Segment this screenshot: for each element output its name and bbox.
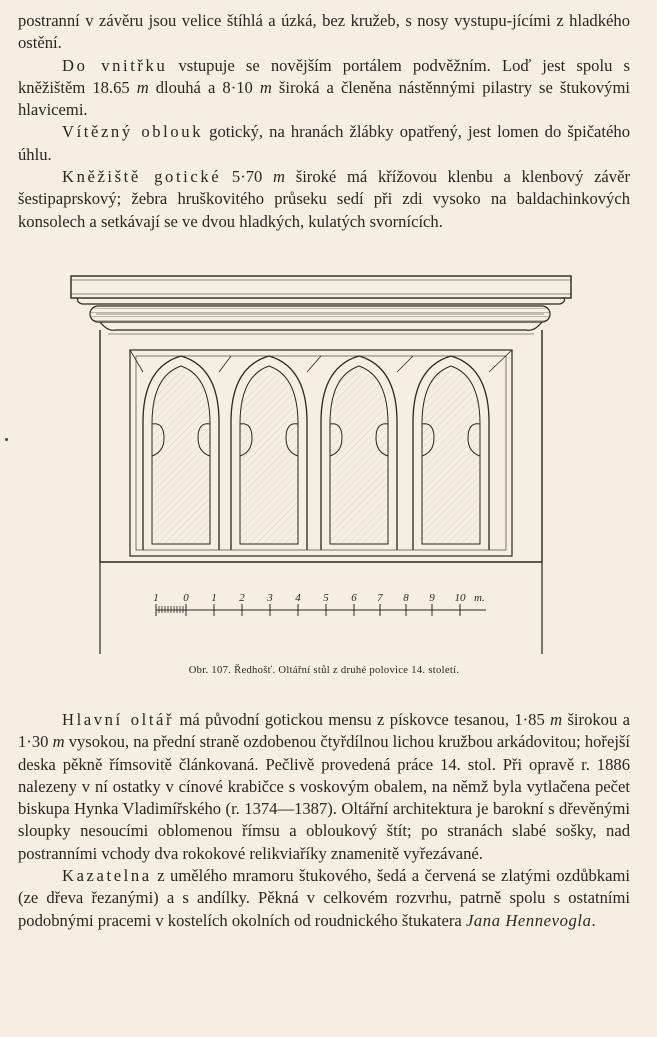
paragraph-main-altar-text-a: má původní gotickou mensu z pískovce tesanou, 1·85	[174, 710, 551, 729]
paragraph-interior	[18, 55, 630, 122]
scale-unit: m.	[474, 592, 485, 604]
paragraph-presbytery-text-a: 5·70	[221, 167, 274, 187]
altar-base	[100, 562, 542, 654]
paragraph-main-altar-lead: Hlavní oltář	[62, 710, 175, 729]
paragraph-triumphal-arch	[18, 121, 630, 166]
paragraph-1: postranní v závěru jsou velice štíhlá a úzká, bez kružeb, s nosy vystupu-jícími z hladkého ostění.	[18, 11, 630, 53]
top-text	[18, 10, 630, 233]
arch-1	[143, 356, 219, 550]
unit-m: m	[52, 732, 65, 752]
scale-labels	[153, 592, 484, 604]
scale-label: 8	[403, 592, 409, 604]
scale-label: 2	[239, 592, 245, 604]
paragraph-interior-lead: Do vnitřku	[62, 55, 168, 75]
paragraph-main-altar-text-b: širokou a 1·30	[18, 710, 630, 752]
paragraph-pulpit-text-a: z umělého mramoru štukového, šedá a červená se zlatými ozdůbkami (ze dřeva řezanými) a s andílky. Pěkná v celkovém rozvrhu, patrně spolu s ostatními podobnými pracemi v kostelích okolních od roudnického štukatera	[18, 866, 630, 930]
scale-label: 1	[211, 592, 217, 604]
paragraph-interior-text-c: široká a členěna nástěnnými pilastry se štukovými hlavicemi.	[18, 77, 630, 120]
paragraph-presbytery	[18, 166, 630, 233]
scale-label: 10	[454, 592, 466, 604]
altar-table-illustration	[68, 272, 574, 662]
paragraph-main-altar	[18, 709, 630, 865]
scale-label: 9	[429, 592, 435, 604]
paragraph-pulpit-text-b: .	[591, 910, 596, 930]
arch-4	[413, 356, 489, 550]
paragraph-pulpit-name: Jana Hennevogla	[465, 910, 592, 930]
scale-label: 4	[295, 592, 301, 604]
paragraph-interior-text-b: dlouhá a 8·10	[148, 77, 260, 97]
arch-2	[231, 356, 307, 550]
scale-label: 5	[323, 592, 329, 604]
scale-label: 0	[183, 592, 189, 604]
figure-caption: Obr. 107. Ředhošť. Oltářní stůl z druhé polovice 14. století.	[188, 665, 460, 676]
scale-label: 3	[267, 592, 273, 604]
scale-label: 1	[153, 592, 159, 604]
stray-dot	[5, 438, 8, 441]
unit-m: m	[273, 167, 286, 187]
arcade-tracery	[130, 350, 512, 556]
paragraph-pulpit	[18, 865, 630, 932]
unit-m: m	[550, 710, 563, 729]
paragraph-presbytery-text-b: široké má křížovou klenbu a klenbový závěr šestipaprskový; žebra hruškovitého průseku sedí při zdi vysoko na baldachinkových konsolech a setkávají se ve dvou hladkých, kulatých svornících.	[18, 167, 630, 231]
paragraph-main-altar-text-c: vysokou, na přední straně ozdobenou čtyřdílnou lichou kružbou arkádovitou; hořejší deska pěkně římsovitě článkovaná. Pečlivě provedená práce 14. stol. Při opravě r. 1886 nalezeny v ní ostatky v cínové krabičce s voskovým obalem, na němž byla vytlačena pečet biskupa Hynka Vladimířského (r. 1374—1387). Oltářní architektura je barokní s dřevěnými sloupky nesoucími oblomenou římsu a obloukový štít; po stranách slabé sošky, nad postranními vchody dva rokokové relikviaříky znamenitě vyřezávané.	[18, 732, 631, 863]
paragraph-pulpit-lead: Kazatelna	[62, 866, 152, 886]
paragraph-arch-text: gotický, na hranách žlábky opatřený, jest lomen do špičatého úhlu.	[18, 122, 630, 164]
arch-3	[321, 356, 397, 550]
paragraph-presbytery-lead: Kněžiště gotické	[62, 167, 222, 187]
altar-drawing	[68, 272, 574, 662]
scale-label: 7	[377, 592, 383, 604]
paragraph-arch-lead: Vítězný oblouk	[62, 122, 204, 142]
measurement-scale	[156, 604, 486, 616]
scale-label: 6	[351, 592, 357, 604]
unit-m: m	[259, 77, 272, 97]
unit-m: m	[136, 77, 149, 97]
bottom-text	[18, 709, 630, 932]
paragraph-interior-text-a: vstupuje se novějším portálem podvěžním. Loď jest spolu s kněžištěm 18.65	[18, 55, 630, 97]
